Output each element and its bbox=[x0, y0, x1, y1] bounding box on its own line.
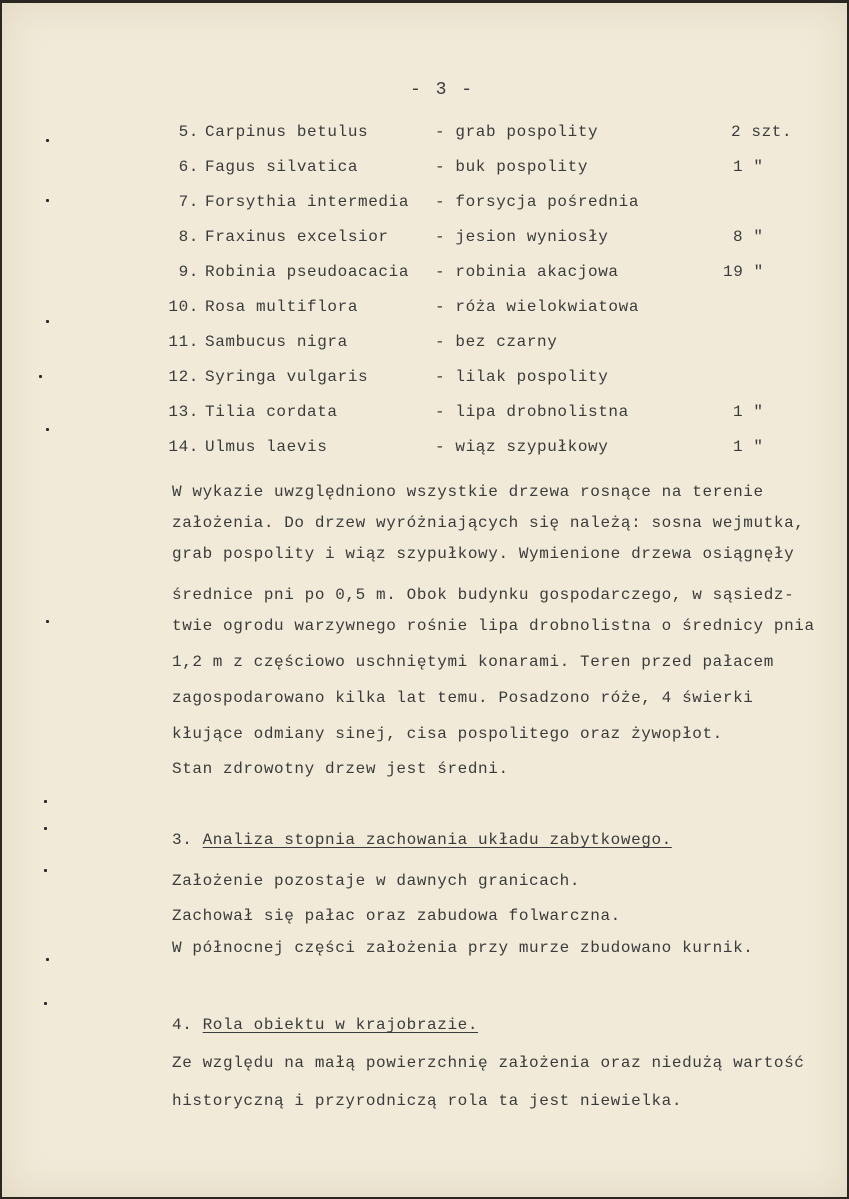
species-number: 5. bbox=[178, 123, 199, 141]
species-number: 7. bbox=[178, 193, 199, 211]
list-item bbox=[2, 298, 847, 322]
scan-speck bbox=[44, 827, 47, 830]
species-polish-name: - robinia akacjowa bbox=[435, 263, 619, 281]
species-number: 6. bbox=[178, 158, 199, 176]
section-number: 4. bbox=[172, 1016, 193, 1034]
scan-speck bbox=[44, 1002, 47, 1005]
paragraph-line: W wykazie uwzględniono wszystkie drzewa rosnące na terenie bbox=[172, 483, 764, 501]
section-title: Rola obiektu w krajobrazie. bbox=[202, 1016, 479, 1034]
species-latin-name: Forsythia intermedia bbox=[205, 193, 410, 211]
species-latin-name: Fraxinus excelsior bbox=[205, 228, 389, 246]
section-number: 3. bbox=[172, 831, 193, 849]
species-number: 9. bbox=[178, 263, 199, 281]
species-polish-name: - bez czarny bbox=[435, 333, 558, 351]
species-number: 10. bbox=[168, 298, 199, 316]
species-latin-name: Ulmus laevis bbox=[205, 438, 328, 456]
paragraph-line: Ze względu na małą powierzchnię założenia oraz niedużą wartość bbox=[172, 1054, 805, 1072]
paragraph-line: historyczną i przyrodniczą rola ta jest niewielka. bbox=[172, 1092, 683, 1110]
paragraph-line: grab pospolity i wiąz szypułkowy. Wymienione drzewa osiągnęły bbox=[172, 545, 795, 563]
paragraph-line: Stan zdrowotny drzew jest średni. bbox=[172, 760, 509, 778]
scan-speck bbox=[39, 375, 42, 378]
species-polish-name: - jesion wyniosły bbox=[435, 228, 609, 246]
paragraph-line: Założenie pozostaje w dawnych granicach. bbox=[172, 872, 581, 890]
species-number: 12. bbox=[168, 368, 199, 386]
list-item bbox=[2, 123, 847, 147]
scan-speck bbox=[46, 139, 49, 142]
paragraph-line: zagospodarowano kilka lat temu. Posadzono róże, 4 świerki bbox=[172, 689, 754, 707]
document-page bbox=[2, 3, 847, 1197]
paragraph-line: W północnej części założenia przy murze zbudowano kurnik. bbox=[172, 939, 754, 957]
species-polish-name: - wiąz szypułkowy bbox=[435, 438, 609, 456]
species-polish-name: - lilak pospolity bbox=[435, 368, 609, 386]
scan-speck bbox=[46, 958, 49, 961]
species-number: 8. bbox=[178, 228, 199, 246]
species-latin-name: Robinia pseudoacacia bbox=[205, 263, 410, 281]
list-item bbox=[2, 158, 847, 182]
species-count: 1 " bbox=[733, 438, 764, 456]
species-latin-name: Fagus silvatica bbox=[205, 158, 359, 176]
species-count: 8 " bbox=[733, 228, 764, 246]
list-item bbox=[2, 438, 847, 462]
species-number: 11. bbox=[168, 333, 199, 351]
list-item bbox=[2, 403, 847, 427]
species-count: 1 " bbox=[733, 158, 764, 176]
list-item bbox=[2, 193, 847, 217]
species-number: 13. bbox=[168, 403, 199, 421]
scan-speck bbox=[46, 620, 49, 623]
species-count: 19 " bbox=[723, 263, 764, 281]
species-latin-name: Syringa vulgaris bbox=[205, 368, 369, 386]
scan-speck bbox=[44, 869, 47, 872]
page-number: - 3 - bbox=[410, 80, 475, 100]
section-4-heading bbox=[172, 1016, 478, 1034]
scan-speck bbox=[46, 199, 49, 202]
paragraph-line: kłujące odmiany sinej, cisa pospolitego oraz żywopłot. bbox=[172, 725, 723, 743]
species-polish-name: - grab pospolity bbox=[435, 123, 599, 141]
scan-speck bbox=[44, 800, 47, 803]
paragraph-line: twie ogrodu warzywnego rośnie lipa drobnolistna o średnicy pnia bbox=[172, 617, 815, 635]
list-item bbox=[2, 368, 847, 392]
scan-speck bbox=[46, 428, 49, 431]
list-item bbox=[2, 333, 847, 357]
species-polish-name: - buk pospolity bbox=[435, 158, 589, 176]
species-latin-name: Carpinus betulus bbox=[205, 123, 369, 141]
species-polish-name: - lipa drobnolistna bbox=[435, 403, 629, 421]
species-latin-name: Tilia cordata bbox=[205, 403, 338, 421]
paragraph-line: Zachował się pałac oraz zabudowa folwarczna. bbox=[172, 907, 621, 925]
section-3-heading bbox=[172, 831, 672, 849]
species-polish-name: - forsycja pośrednia bbox=[435, 193, 640, 211]
paragraph-line: 1,2 m z częściowo uschniętymi konarami. Teren przed pałacem bbox=[172, 653, 774, 671]
species-latin-name: Sambucus nigra bbox=[205, 333, 348, 351]
scan-speck bbox=[46, 320, 49, 323]
species-number: 14. bbox=[168, 438, 199, 456]
species-count: 2 szt. bbox=[731, 123, 793, 141]
paragraph-line: założenia. Do drzew wyróżniających się należą: sosna wejmutka, bbox=[172, 514, 805, 532]
paragraph-line: średnice pni po 0,5 m. Obok budynku gospodarczego, w sąsiedz- bbox=[172, 586, 795, 604]
section-title: Analiza stopnia zachowania układu zabytkowego. bbox=[202, 831, 672, 849]
species-count: 1 " bbox=[733, 403, 764, 421]
list-item bbox=[2, 228, 847, 252]
species-polish-name: - róża wielokwiatowa bbox=[435, 298, 640, 316]
list-item bbox=[2, 263, 847, 287]
species-latin-name: Rosa multiflora bbox=[205, 298, 359, 316]
